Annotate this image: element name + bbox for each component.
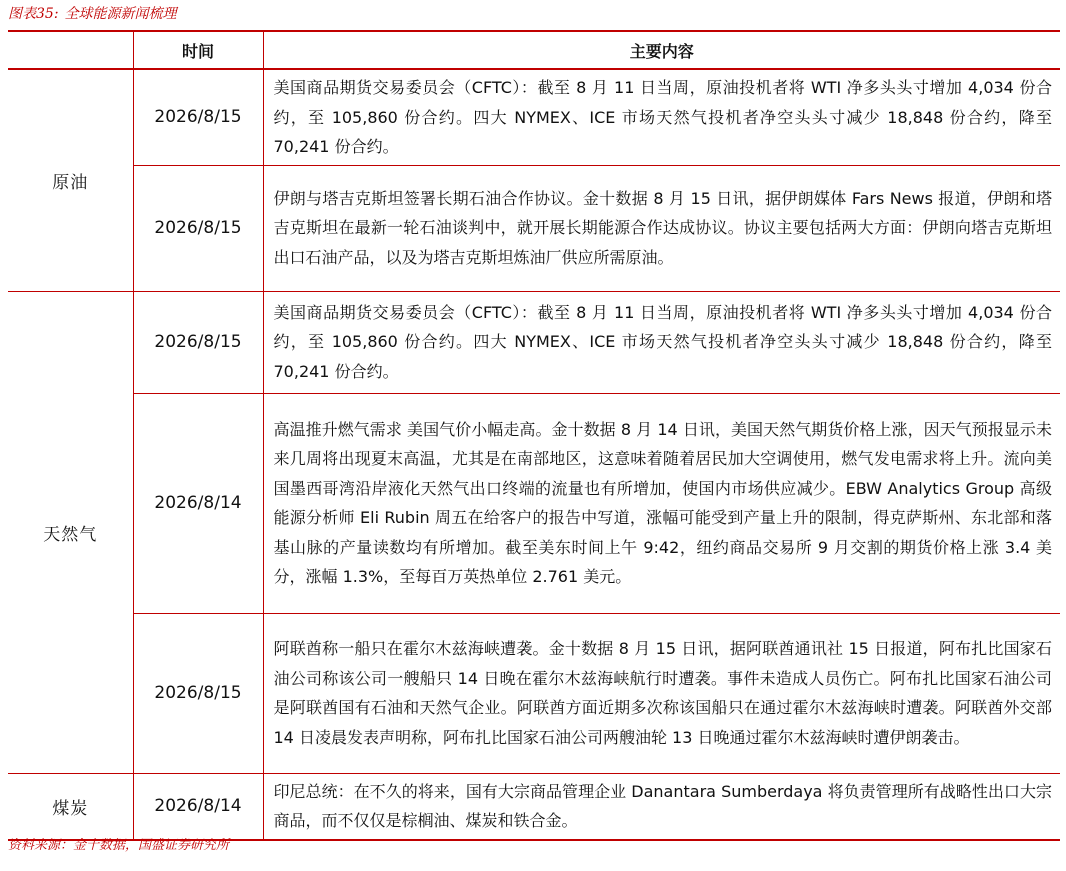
table-row [8,393,1060,613]
date-cell: 2026/8/15 [133,291,263,393]
table-row [8,613,1060,773]
category-cell-crude-oil: 原油 [8,69,133,291]
date-cell: 2026/8/14 [133,393,263,613]
date-cell: 2026/8/14 [133,773,263,840]
header-content: 主要内容 [263,31,1060,69]
source-note: 资料来源：金十数据，国盛证券研究所 [8,838,230,853]
table-header-row [8,31,1060,69]
table-row [8,69,1060,165]
content-cell: 高温推升燃气需求 美国气价小幅走高。金十数据 8 月 14 日讯，美国天然气期货价格上涨，因天气预报显示未来几周将出现夏末高温，尤其是在南部地区，这意味着随着居民加大空调使用，燃气发电需求将上升。流向美国墨西哥湾沿岸液化天然气出口终端的流量也有所增加，使国内市场供应减少。EBW Analytics Group 高级能源分析师 Eli Rubin 周五在给客户的报告中写道，涨幅可能受到产量上升的限制，得克萨斯州、东北部和落基山脉的产量读数均有所增加。截至美东时间上午 9:42，纽约商品交易所 9 月交割的期货价格上涨 3.4 美分，涨幅 1.3%，至每百万英热单位 2.761 美元。 [263,393,1060,613]
date-cell: 2026/8/15 [133,613,263,773]
content-cell: 阿联酋称一船只在霍尔木兹海峡遭袭。金十数据 8 月 15 日讯，据阿联酋通讯社 15 日报道，阿布扎比国家石油公司称该公司一艘船只 14 日晚在霍尔木兹海峡航行时遭袭。事件未造成人员伤亡。阿布扎比国家石油公司是阿联酋国有石油和天然气企业。阿联酋方面近期多次称该国船只在通过霍尔木兹海峡时遭袭。阿联酋外交部 14 日凌晨发表声明称，阿布扎比国家石油公司两艘油轮 13 日晚通过霍尔木兹海峡时遭伊朗袭击。 [263,613,1060,773]
header-category [8,31,133,69]
news-table [8,30,1060,841]
category-cell-coal: 煤炭 [8,773,133,840]
figure-title [8,4,177,24]
figure-title-text: 全球能源新闻梳理 [64,6,177,22]
date-cell: 2026/8/15 [133,165,263,291]
content-cell: 印尼总统：在不久的将来，国有大宗商品管理企业 Danantara Sumberdaya 将负责管理所有战略性出口大宗商品，而不仅仅是棕榈油、煤炭和铁合金。 [273,781,1052,830]
content-cell: 美国商品期货交易委员会（CFTC）：截至 8 月 11 日当周，原油投机者将 WTI 净多头头寸增加 4,034 份合约，至 105,860 份合约。四大 NYMEX、ICE 市场天然气投机者净空头头寸减少 18,848 份合约，降至 70,241 份合约。 [263,291,1060,393]
figure-label: 图表35: [8,6,59,22]
content-cell: 伊朗与塔吉克斯坦签署长期石油合作协议。金十数据 8 月 15 日讯，据伊朗媒体 Fars News 报道，伊朗和塔吉克斯坦在最新一轮石油谈判中，就开展长期能源合作达成协议。协议主要包括两大方面：伊朗向塔吉克斯坦出口石油产品，以及为塔吉克斯坦炼油厂供应所需原油。 [263,165,1060,291]
header-time: 时间 [133,31,263,69]
category-cell-natural-gas: 天然气 [8,291,133,773]
table-row [8,165,1060,291]
date-cell: 2026/8/15 [133,69,263,165]
table-row [8,291,1060,393]
content-cell: 美国商品期货交易委员会（CFTC）：截至 8 月 11 日当周，原油投机者将 WTI 净多头头寸增加 4,034 份合约，至 105,860 份合约。四大 NYMEX、ICE 市场天然气投机者净空头头寸减少 18,848 份合约，降至 70,241 份合约。 [263,69,1060,165]
table-row [8,773,1060,840]
news-table-wrapper [8,30,1060,841]
